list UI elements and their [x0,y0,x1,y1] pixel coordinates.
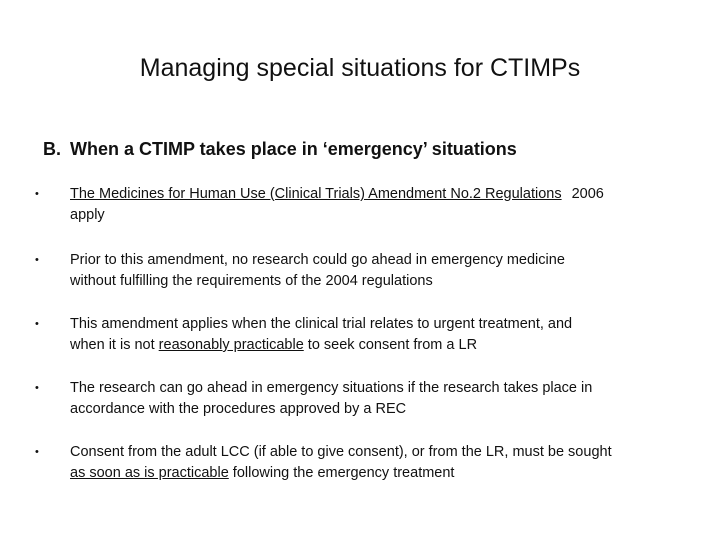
bullet-text: when it is not [70,337,159,353]
bullet-text: to seek consent from a LR [303,337,478,353]
regulation-year: 2006 [571,186,604,202]
bullet-item-1 [35,184,695,226]
bullet-item-4 [35,378,695,420]
underlined-phrase: as soon as is practicable [70,465,229,481]
bullet-text: without fulfilling the requirements of the 2004 regulations [70,273,433,289]
section-heading-text: When a CTIMP takes place in ‘emergency’ situations [70,139,517,159]
bullet-marker: • [35,318,39,330]
underlined-phrase: reasonably practicable [158,337,304,353]
bullet-text: Prior to this amendment, no research could go ahead in emergency medicine [70,252,565,268]
bullet-marker: • [35,254,39,266]
bullet-marker: • [35,446,39,458]
bullet-item-5 [35,442,695,484]
bullet-text: This amendment applies when the clinical trial relates to urgent treatment, and [70,316,573,332]
bullet-text: Consent from the adult LCC (if able to give consent), or from the LR, must be sought [70,444,612,460]
bullet-text: apply [70,207,105,223]
bullet-item-3 [35,314,695,356]
bullet-text: accordance with the procedures approved by a REC [70,401,407,417]
bullet-text: following the emergency treatment [228,465,455,481]
bullet-marker: • [35,188,39,200]
section-heading [43,137,683,161]
regulation-reference: The Medicines for Human Use (Clinical Trials) Amendment No.2 Regulations [70,186,562,202]
bullet-item-2 [35,250,695,292]
section-prefix: B. [43,139,61,159]
slide-title: Managing special situations for CTIMPs [139,54,581,82]
bullet-marker: • [35,382,39,394]
bullet-list [35,184,695,506]
bullet-text: The research can go ahead in emergency situations if the research takes place in [70,380,593,396]
